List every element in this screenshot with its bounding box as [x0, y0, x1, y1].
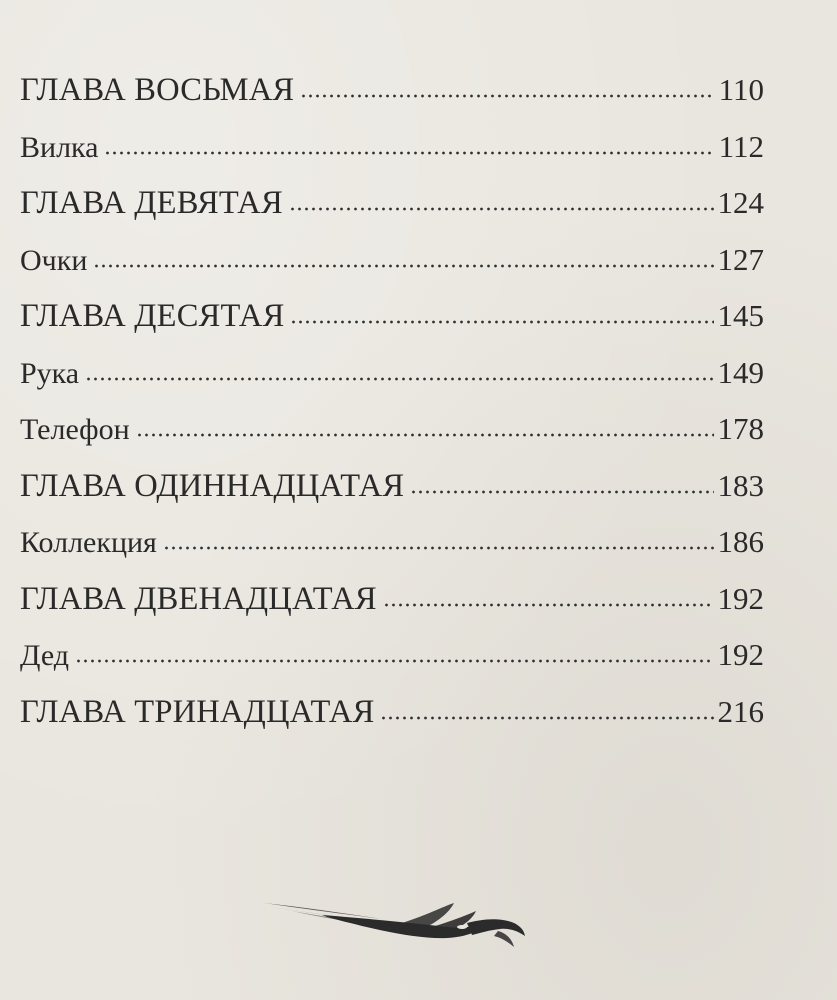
toc-page-number: 192 — [717, 580, 764, 616]
toc-page-number: 183 — [717, 467, 764, 503]
dot-leader — [289, 207, 714, 211]
dot-leader — [410, 490, 713, 494]
dot-leader — [163, 546, 714, 550]
toc-entry-title: Рука — [20, 356, 80, 390]
toc-page-number: 186 — [717, 524, 764, 559]
toc-entry-title: Дед — [20, 639, 70, 672]
toc-page-number: 216 — [717, 693, 764, 729]
toc-entry-title: ГЛАВА ДВЕНАДЦАТАЯ — [20, 580, 377, 617]
dot-leader — [75, 659, 713, 663]
dot-leader — [383, 603, 714, 607]
toc-entry-chapter[interactable] — [20, 684, 764, 741]
toc-entry-story[interactable] — [20, 232, 764, 289]
dot-leader — [104, 151, 714, 155]
toc-entry-title: ГЛАВА ВОСЬМАЯ — [20, 72, 295, 108]
toc-entry-title: Очки — [20, 243, 88, 277]
dot-leader — [136, 433, 714, 437]
toc-entry-title: ГЛАВА ТРИНАДЦАТАЯ — [20, 693, 375, 730]
toc-entry-chapter[interactable] — [20, 175, 764, 232]
toc-page-number: 192 — [717, 637, 764, 672]
toc-entry-story[interactable] — [20, 345, 764, 402]
toc-page-number: 145 — [717, 298, 764, 333]
toc-entry-story[interactable] — [20, 119, 764, 176]
dot-leader — [300, 94, 714, 98]
toc-entry-title: ГЛАВА ДЕСЯТАЯ — [20, 298, 285, 334]
dot-leader — [380, 716, 713, 720]
toc-page-number: 178 — [717, 411, 764, 446]
toc-entry-title: ГЛАВА ОДИННАДЦАТАЯ — [20, 467, 405, 504]
toc-entry-title: Вилка — [20, 130, 99, 164]
toc-entry-chapter[interactable] — [20, 62, 764, 119]
toc-page-number: 127 — [717, 241, 764, 277]
dot-leader — [85, 377, 713, 381]
toc-entry-story[interactable] — [20, 401, 764, 458]
toc-entry-chapter[interactable] — [20, 458, 764, 515]
toc-page-number: 149 — [717, 354, 764, 390]
toc-entry-chapter[interactable] — [20, 288, 764, 345]
toc-page-number: 124 — [717, 185, 764, 220]
feather-quill-icon — [262, 893, 528, 953]
toc-entry-title: Коллекция — [20, 526, 157, 559]
dot-leader — [93, 264, 713, 268]
toc-page-number: 112 — [718, 128, 764, 164]
table-of-contents — [20, 62, 764, 740]
dot-leader — [290, 320, 713, 324]
toc-entry-title: Телефон — [20, 413, 130, 446]
toc-entry-title: ГЛАВА ДЕВЯТАЯ — [20, 185, 283, 221]
toc-entry-story[interactable] — [20, 627, 764, 684]
toc-page-number: 110 — [718, 72, 764, 107]
toc-entry-chapter[interactable] — [20, 571, 764, 628]
toc-entry-story[interactable] — [20, 514, 764, 571]
